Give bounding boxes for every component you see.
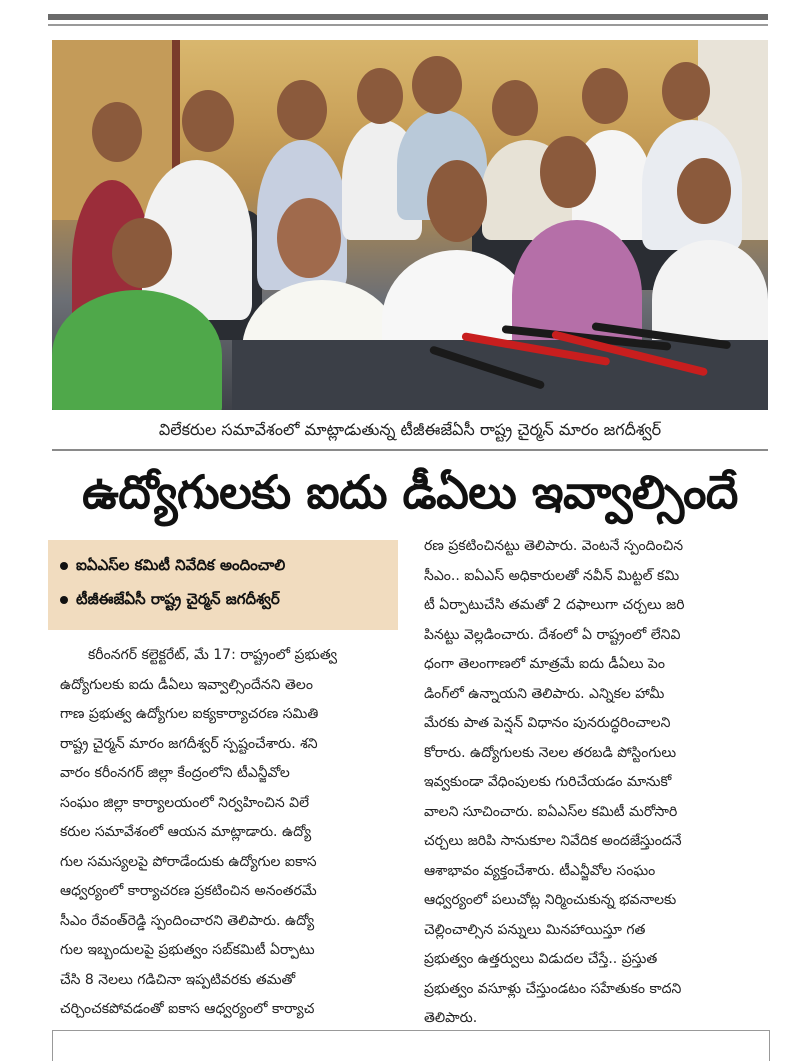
bullet-icon [60, 562, 68, 570]
body-line: తెలిపారు. [424, 1010, 478, 1026]
photo-head [677, 158, 731, 224]
subhead-text: ఐఏఎస్‌ల కమిటీ నివేదిక అందించాలి [76, 556, 286, 574]
photo-caption: విలేకరుల సమావేశంలో మాట్లాడుతున్న టీజీఈజేఏసీ రాష్ట్ర చైర్మన్ మారం జగదీశ్వర్ [158, 420, 662, 439]
photo-head [662, 62, 710, 120]
body-line: ప్రభుత్వం వసూళ్లు చేస్తుండటం సహేతుకం కాదని [424, 980, 682, 997]
body-line: చర్చించకపోవడంతో ఐకాస ఆధ్వర్యంలో కార్యాచ [60, 1001, 315, 1017]
body-line: వాలని సూచించారు. ఐఏఎస్‌ల కమిటీ మరోసారి [424, 803, 678, 820]
body-line: సీఎం రేవంత్‌రెడ్డి స్పందించారని తెలిపారు. ఉద్యో [60, 912, 315, 929]
body-line: సీఎం.. ఐఏఎస్ అధికారులతో నవీన్ మిట్టల్ కమి [424, 567, 680, 584]
article-headline: ఉద్యోగులకు ఐదు డీఏలు ఇవ్వాల్సిందే [82, 465, 738, 519]
article-column-left [60, 641, 400, 1025]
body-line: కోరారు. ఉద్యోగులకు నెలల తరబడి పోస్టింగులు [424, 744, 677, 761]
body-line: ప్రభుత్వం ఉత్తర్వులు విడుదల చేస్తే.. ప్రస్తుత [424, 951, 658, 967]
photo-head [182, 90, 234, 152]
photo-head [277, 198, 341, 278]
body-line: ఆధ్వర్యంలో పలుచోట్ల నిర్మించుకున్న భవనాలకు [424, 892, 677, 908]
photo-person [52, 290, 222, 410]
body-line: గుల ఇబ్బందులపై ప్రభుత్వం సబ్‌కమిటీ ఏర్పాటు [60, 942, 315, 958]
subhead-item [60, 548, 386, 582]
body-line: ఉద్యోగులకు ఐదు డీఏలు ఇవ్వాల్సిందేనని తెలం [60, 676, 313, 693]
body-line: రాష్ట్ర చైర్మన్ మారం జగదీశ్వర్ స్పష్టంచేశారు. శని [60, 735, 318, 752]
photo-head [540, 136, 596, 208]
body-line: ఆశాభావం వ్యక్తంచేశారు. టీఎన్జీవోల సంఘం [424, 862, 656, 879]
body-line: మేరకు పాత పెన్షన్ విధానం పునరుద్ధరించాలని [424, 715, 671, 731]
body-line: వారం కరీంనగర్ జిల్లా కేంద్రంలోని టీఎన్జీవోల [60, 765, 290, 781]
photo-head [357, 68, 403, 124]
body-line: రణ ప్రకటించినట్టు తెలిపారు. వెంటనే స్పందించిన [424, 538, 684, 554]
photo-caption-box [52, 413, 768, 451]
photo-head [412, 56, 462, 114]
body-line: డింగ్‌లో ఉన్నాయని తెలిపారు. ఎన్నికల హామీ [424, 685, 665, 702]
photo-head [427, 160, 487, 242]
press-meet-photo [52, 40, 768, 410]
photo-head [92, 102, 142, 162]
photo-head [112, 218, 172, 288]
top-rule-thick [48, 14, 768, 20]
body-line: సంఘం జిల్లా కార్యాలయంలో నిర్వహించిన విలే [60, 794, 310, 811]
article-column-right [424, 532, 774, 1034]
body-line: చెల్లించాల్సిన పన్నులు మినహాయిస్తూ గత [424, 921, 646, 938]
body-line: ఆధ్వర్యంలో కార్యాచరణ ప్రకటించిన అనంతరమే [60, 883, 317, 899]
body-line: చేసి 8 నెలలు గడిచినా ఇప్పటివరకు తమతో [60, 971, 296, 988]
photo-head [582, 68, 628, 124]
body-line: ధంగా తెలంగాణలో మాత్రమే ఐదు డీఏలు పెం [424, 656, 665, 672]
body-line: పినట్టు వెల్లడించారు. దేశంలో ఏ రాష్ట్రంలో లేనివి [424, 626, 681, 643]
next-article-frame [52, 1030, 770, 1061]
body-line: కరుల సమావేశంలో ఆయన మాట్లాడారు. ఉద్యో [60, 824, 312, 840]
body-line: గుల సమస్యలపై పోరాడేందుకు ఉద్యోగుల ఐకాస [60, 853, 317, 870]
body-line: కరీంనగర్ కల్టెక్టరేట్, మే 17: రాష్ట్రంలో ప్రభుత్వ [88, 647, 338, 663]
subheads-box [48, 540, 398, 630]
body-line: చర్చలు జరిపి సానుకూల నివేదిక అందజేస్తుందనే [424, 833, 682, 849]
photo-head [492, 80, 538, 136]
body-line: టీ ఏర్పాటుచేసి తమతో 2 దఫాలుగా చర్చలు జరి [424, 597, 685, 613]
photo-head [277, 80, 327, 140]
body-line: ఇవ్వకుండా వేధింపులకు గురిచేయడం మానుకో [424, 774, 672, 790]
body-line: గాణ ప్రభుత్వ ఉద్యోగుల ఐక్యకార్యాచరణ సమితి [60, 706, 319, 722]
subhead-text: టీజీఈజేఏసీ రాష్ట్ర చైర్మన్ జగదీశ్వర్ [76, 590, 280, 608]
top-rule-thin [48, 24, 768, 26]
bullet-icon [60, 596, 68, 604]
subhead-item [60, 582, 386, 616]
